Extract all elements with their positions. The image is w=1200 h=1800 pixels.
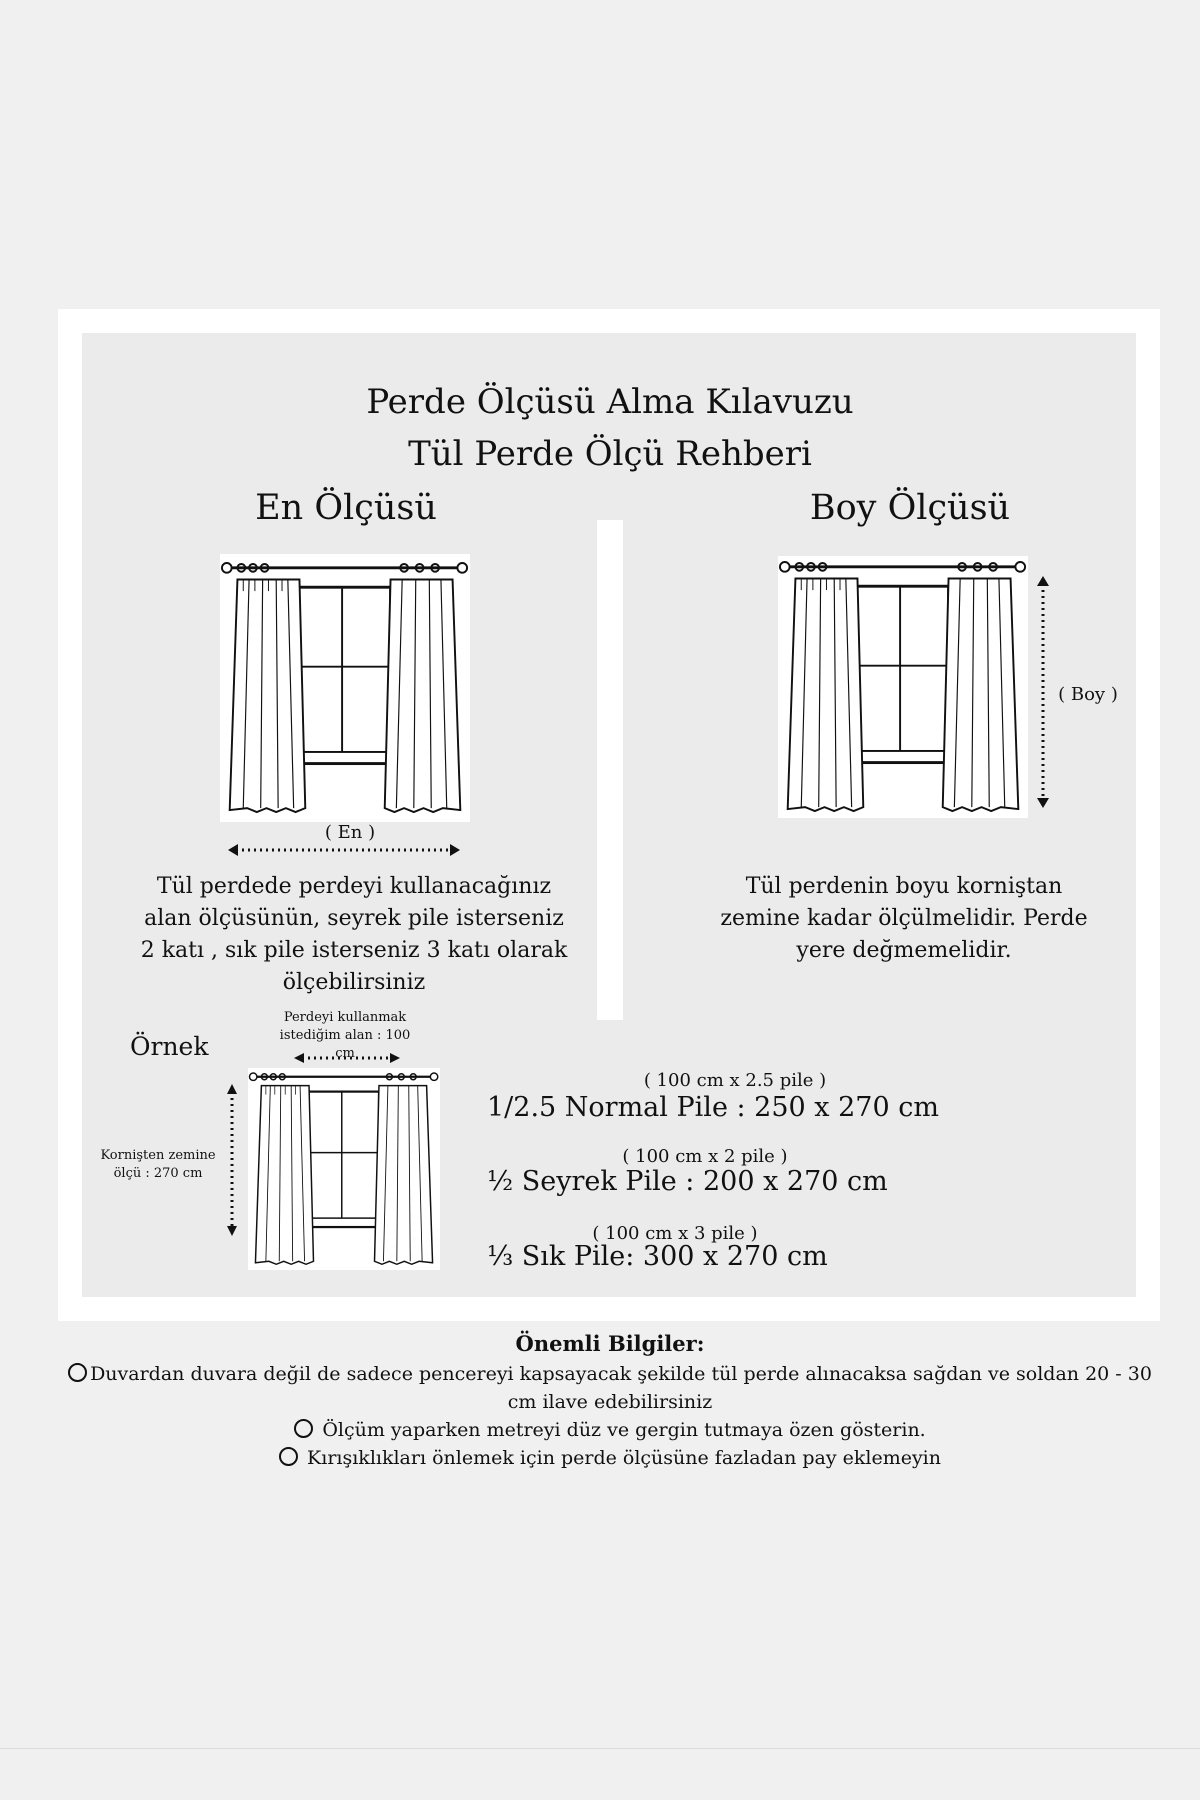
option-calc: ( 100 cm x 3 pile ) — [592, 1223, 758, 1244]
length-label: ( Boy ) — [1058, 684, 1118, 705]
note-text: Ölçüm yaparken metreyi düz ve gergin tutmaya özen gösterin. — [322, 1419, 926, 1441]
width-heading: En Ölçüsü — [255, 488, 437, 528]
important-notes — [60, 1330, 1160, 1472]
length-description: Tül perdenin boyu korniştan zemine kadar ölçülmelidir. Perde yere değmemelidir. — [720, 874, 1088, 963]
note-text: Duvardan duvara değil de sadece pencereyi kapsayacak şekilde tül perde alınacaksa sağdan ve soldan 20 - 30 cm ilave edebilirsiniz — [90, 1363, 1152, 1413]
guide-subtitle: Tül Perde Ölçü Rehberi — [408, 434, 812, 474]
length-curtain-illustration — [778, 556, 1028, 818]
option-result: ⅓ Sık Pile: 300 x 270 cm — [487, 1241, 828, 1272]
column-divider — [597, 520, 623, 1020]
width-arrow — [226, 840, 462, 860]
circle-bullet-icon — [279, 1447, 298, 1466]
option-result: ½ Seyrek Pile : 200 x 270 cm — [487, 1166, 888, 1197]
note-item — [60, 1444, 1160, 1472]
note-item — [60, 1416, 1160, 1444]
notes-heading: Önemli Bilgiler: — [515, 1331, 705, 1356]
option-calc: ( 100 cm x 2.5 pile ) — [643, 1070, 827, 1091]
example-curtain-illustration — [248, 1068, 440, 1270]
floor-measure-note: Kornişten zemine ölçü : 270 cm — [100, 1148, 216, 1181]
width-curtain-illustration — [220, 554, 470, 822]
width-label: ( En ) — [324, 822, 376, 843]
circle-bullet-icon — [68, 1363, 87, 1382]
guide-title: Perde Ölçüsü Alma Kılavuzu — [366, 382, 854, 422]
note-item — [60, 1360, 1160, 1416]
example-heading: Örnek — [130, 1032, 209, 1061]
usage-area-arrow — [292, 1050, 402, 1066]
usage-area-note: Perdeyi kullanmak istediğim alan : 100 cm — [279, 1010, 411, 1061]
circle-bullet-icon — [294, 1419, 313, 1438]
option-result: 1/2.5 Normal Pile : 250 x 270 cm — [487, 1092, 939, 1123]
width-description: Tül perdede perdeyi kullanacağınız alan ölçüsünün, seyrek pile isterseniz 2 katı , sık pile isterseniz 3 katı olarak ölçebilirsiniz — [140, 874, 568, 995]
option-calc: ( 100 cm x 2 pile ) — [622, 1146, 788, 1167]
bottom-divider — [0, 1748, 1200, 1749]
note-text: Kırışıklıkları önlemek için perde ölçüsüne fazladan pay eklemeyin — [307, 1447, 941, 1469]
length-heading: Boy Ölçüsü — [809, 488, 1011, 528]
floor-measure-arrow — [222, 1082, 242, 1238]
